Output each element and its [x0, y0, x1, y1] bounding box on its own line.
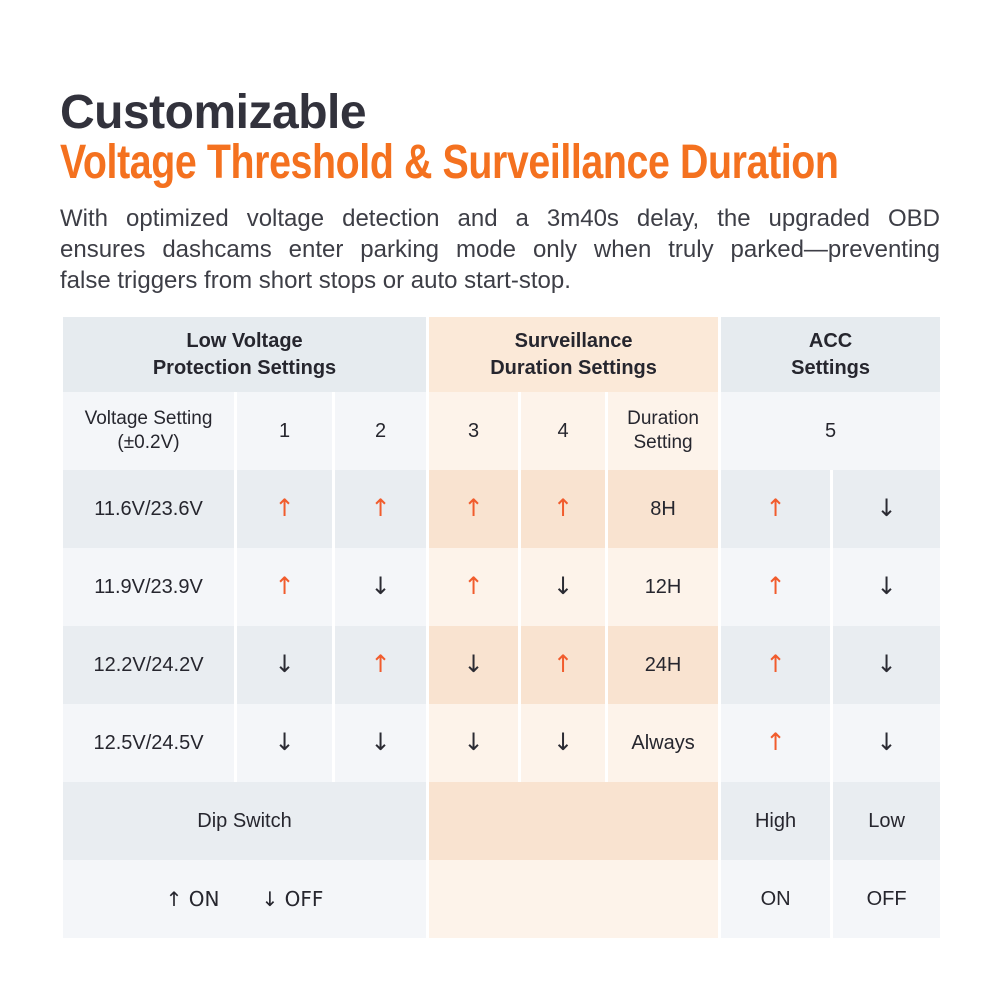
switch-cell — [428, 548, 520, 626]
description-line: With optimized voltage detection and a 3m40s delay, the upgraded OBD — [60, 205, 940, 232]
up-arrow-icon: ↑ — [274, 494, 295, 522]
group-header-acc: ACC Settings — [720, 317, 942, 392]
switch-cell — [428, 704, 520, 782]
up-arrow-icon: ↑ — [552, 650, 574, 678]
voltage-cell: 12.5V/24.5V — [62, 704, 236, 782]
settings-table — [60, 317, 943, 938]
col-header-switch-1: 1 — [236, 392, 334, 470]
col-header-switch-3: 3 — [428, 392, 520, 470]
description — [60, 203, 940, 296]
down-arrow-icon: ↓ — [463, 728, 484, 756]
acc-cell — [720, 704, 832, 782]
voltage-cell: 11.9V/23.9V — [62, 548, 236, 626]
up-arrow-icon: ↑ — [370, 494, 391, 522]
up-arrow-icon: ↑ — [463, 494, 484, 522]
switch-cell — [334, 548, 428, 626]
table-row — [62, 704, 942, 782]
hero-section — [60, 88, 940, 296]
down-arrow-icon: ↓ — [370, 728, 391, 756]
down-arrow-icon: ↓ — [876, 728, 897, 756]
voltage-cell: 11.6V/23.6V — [62, 470, 236, 548]
description-line: false triggers from short stops or auto start-stop. — [60, 267, 571, 294]
table-dip-switch-row — [62, 782, 942, 860]
switch-cell — [236, 626, 334, 704]
duration-cell: Always — [607, 704, 720, 782]
up-arrow-icon: ↑ — [552, 494, 574, 522]
switch-cell — [520, 548, 607, 626]
col-header-switch-5: 5 — [720, 392, 942, 470]
switch-cell — [334, 470, 428, 548]
down-arrow-icon: ↓ — [552, 728, 574, 756]
switch-cell — [236, 470, 334, 548]
empty-cell — [428, 782, 720, 860]
acc-cell — [720, 548, 832, 626]
acc-on-cell: ON — [720, 860, 832, 938]
down-arrow-icon: ↓ — [463, 650, 484, 678]
down-arrow-icon: ↓ — [876, 650, 897, 678]
switch-cell — [428, 626, 520, 704]
table-row — [62, 626, 942, 704]
down-arrow-icon: ↓ — [876, 572, 897, 600]
acc-off-cell: OFF — [832, 860, 942, 938]
down-arrow-icon: ↓ — [876, 494, 897, 522]
description-line: ensures dashcams enter parking mode only when truly parked—preventing — [60, 236, 940, 263]
switch-cell — [334, 704, 428, 782]
legend-off-label: ↓ OFF — [261, 886, 324, 911]
acc-cell — [832, 470, 942, 548]
duration-cell: 12H — [607, 548, 720, 626]
table-legend-row — [62, 860, 942, 938]
col-header-switch-2: 2 — [334, 392, 428, 470]
page-title: Customizable — [60, 86, 367, 139]
up-arrow-icon: ↑ — [370, 650, 391, 678]
switch-cell — [428, 470, 520, 548]
acc-cell — [832, 704, 942, 782]
down-arrow-icon: ↓ — [552, 572, 574, 600]
col-header-duration-setting: Duration Setting — [607, 392, 720, 470]
acc-cell — [832, 626, 942, 704]
col-header-switch-4: 4 — [520, 392, 607, 470]
acc-cell — [832, 548, 942, 626]
page-subtitle: Voltage Threshold & Surveillance Duration — [60, 136, 839, 189]
legend-on-label: ↑ ON — [165, 886, 220, 911]
empty-cell — [428, 860, 720, 938]
duration-cell: 24H — [607, 626, 720, 704]
legend-cell — [62, 860, 428, 938]
up-arrow-icon: ↑ — [765, 572, 786, 600]
acc-cell — [720, 626, 832, 704]
group-header-low-voltage: Low Voltage Protection Settings — [62, 317, 428, 392]
switch-cell — [236, 704, 334, 782]
voltage-cell: 12.2V/24.2V — [62, 626, 236, 704]
table-column-header-row — [62, 392, 942, 470]
duration-cell: 8H — [607, 470, 720, 548]
table-group-header-row — [62, 317, 942, 392]
up-arrow-icon: ↑ — [463, 572, 484, 600]
col-header-voltage-setting: Voltage Setting (±0.2V) — [62, 392, 236, 470]
acc-low-cell: Low — [832, 782, 942, 860]
down-arrow-icon: ↓ — [274, 650, 295, 678]
acc-cell — [720, 470, 832, 548]
switch-cell — [520, 626, 607, 704]
group-header-surveillance: Surveillance Duration Settings — [428, 317, 720, 392]
switch-cell — [236, 548, 334, 626]
switch-cell — [520, 470, 607, 548]
switch-cell — [520, 704, 607, 782]
acc-high-cell: High — [720, 782, 832, 860]
table-row — [62, 470, 942, 548]
table-row — [62, 548, 942, 626]
up-arrow-icon: ↑ — [274, 572, 295, 600]
down-arrow-icon: ↓ — [274, 728, 295, 756]
dip-switch-label-cell: Dip Switch — [62, 782, 428, 860]
up-arrow-icon: ↑ — [765, 728, 786, 756]
up-arrow-icon: ↑ — [765, 494, 786, 522]
up-arrow-icon: ↑ — [765, 650, 786, 678]
down-arrow-icon: ↓ — [370, 572, 391, 600]
switch-cell — [334, 626, 428, 704]
